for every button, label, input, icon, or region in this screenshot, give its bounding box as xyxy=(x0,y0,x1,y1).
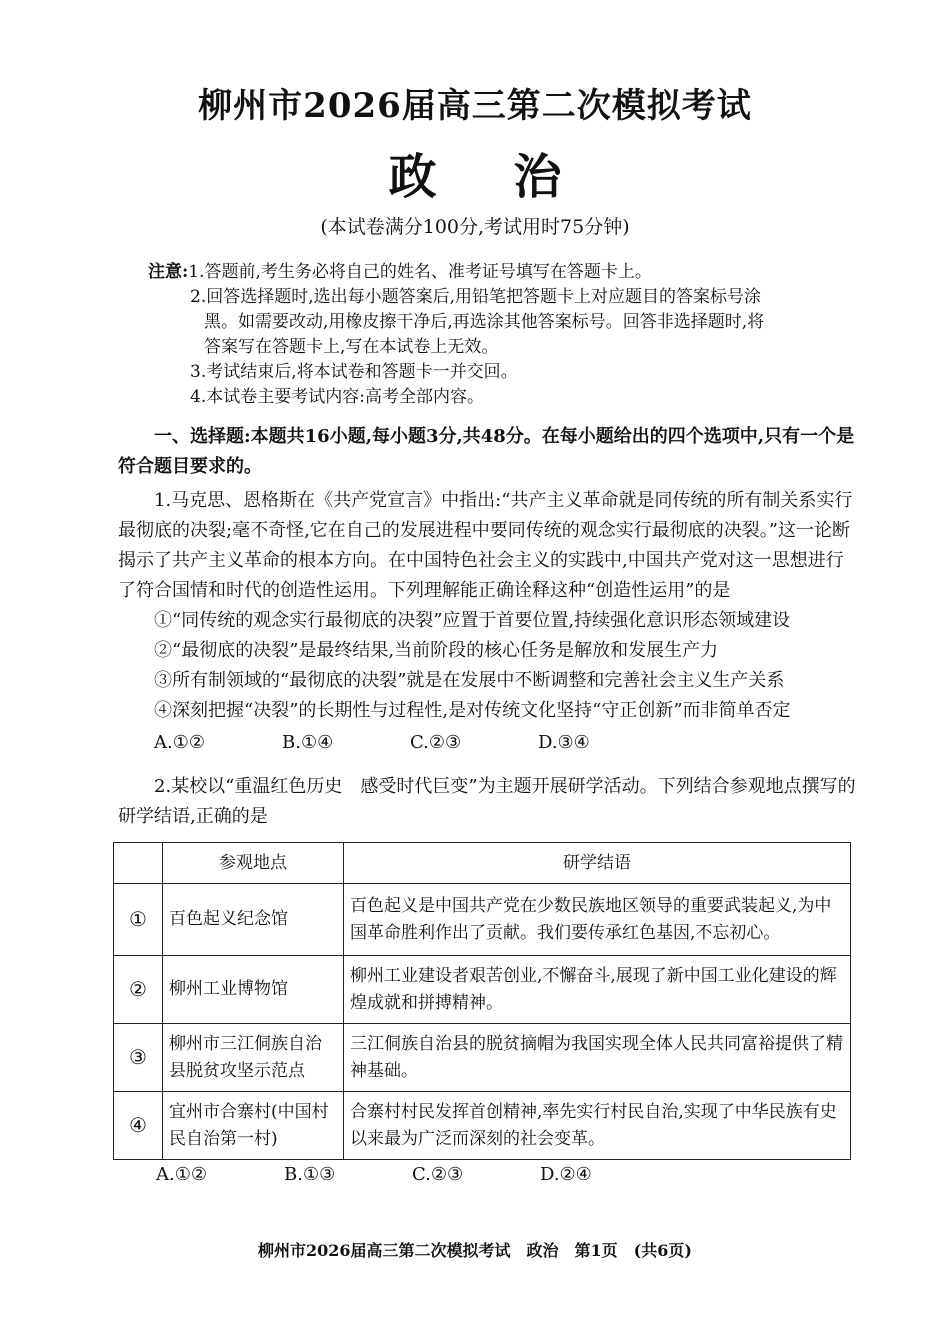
notes-label: 注意: xyxy=(148,262,189,282)
row-summary: 柳州工业建设者艰苦创业,不懈奋斗,展现了新中国工业化建设的辉煌成就和拼搏精神。 xyxy=(344,956,851,1024)
q1-statement-3: ③所有制领域的“最彻底的决裂”就是在发展中不断调整和完善社会主义生产关系 xyxy=(154,670,785,691)
note-item: 黑。如需要改动,用橡皮擦干净后,再选涂其他答案标号。回答非选择题时,将 xyxy=(204,312,765,332)
row-summary: 三江侗族自治县的脱贫摘帽为我国实现全体人民共同富裕提供了精神基础。 xyxy=(344,1024,851,1092)
table-header-row xyxy=(114,843,851,884)
question-2 xyxy=(118,772,860,832)
row-place: 百色起义纪念馆 xyxy=(163,884,344,956)
row-summary: 百色起义是中国共产党在少数民族地区领导的重要武装起义,为中国革命胜利作出了贡献。我们要传承红色基因,不忘初心。 xyxy=(344,884,851,956)
q1-choice-d: D.③④ xyxy=(538,732,590,753)
q2-choices xyxy=(156,1164,668,1185)
row-number: ① xyxy=(114,884,163,956)
q1-choice-c: C.②③ xyxy=(410,732,462,753)
table-header-place: 参观地点 xyxy=(163,843,344,884)
section-heading: 一、选择题:本题共16小题,每小题3分,共48分。在每小题给出的四个选项中,只有一个是符合题目要求的。 xyxy=(118,426,855,477)
subject-title: 政 治 xyxy=(388,149,592,205)
row-place: 柳州工业博物馆 xyxy=(163,956,344,1024)
note-item: 3.考试结束后,将本试卷和答题卡一并交回。 xyxy=(190,362,518,382)
research-table xyxy=(113,842,851,1160)
q2-choice-b: B.①③ xyxy=(284,1164,336,1185)
table-row xyxy=(114,1024,851,1092)
notes-block xyxy=(148,260,848,410)
row-number: ④ xyxy=(114,1092,163,1160)
question-1 xyxy=(118,486,860,758)
q2-choice-d: D.②④ xyxy=(540,1164,592,1185)
note-item: 1.答题前,考生务必将自己的姓名、准考证号填写在答题卡上。 xyxy=(188,262,652,282)
q1-statement-4: ④深刻把握“决裂”的长期性与过程性,是对传统文化坚持“守正创新”而非简单否定 xyxy=(154,700,791,721)
note-item: 4.本试卷主要考试内容:高考全部内容。 xyxy=(190,387,484,407)
q1-statement-2: ②“最彻底的决裂”是最终结果,当前阶段的核心任务是解放和发展生产力 xyxy=(154,640,719,661)
q2-choice-a: A.①② xyxy=(156,1164,207,1185)
exam-title: 柳州市2026届高三第二次模拟考试 xyxy=(198,86,752,126)
q2-choice-c: C.②③ xyxy=(412,1164,464,1185)
exam-info: (本试卷满分100分,考试用时75分钟) xyxy=(320,216,630,238)
table-header-summary: 研学结语 xyxy=(344,843,851,884)
note-item: 答案写在答题卡上,写在本试卷上无效。 xyxy=(204,337,499,357)
table-row xyxy=(114,956,851,1024)
row-number: ② xyxy=(114,956,163,1024)
row-summary: 合寨村村民发挥首创精神,率先实行村民自治,实现了中华民族有史以来最为广泛而深刻的社会变革。 xyxy=(344,1092,851,1160)
page-footer: 柳州市2026届高三第二次模拟考试 政治 第1页 (共6页) xyxy=(258,1241,692,1260)
table-row xyxy=(114,1092,851,1160)
research-table-wrap xyxy=(113,842,851,1160)
q1-statement-1: ①“同传统的观念实行最彻底的决裂”应置于首要位置,持续强化意识形态领域建设 xyxy=(154,610,791,631)
q1-choice-a: A.①② xyxy=(154,732,205,753)
question-2-stem: 2.某校以“重温红色历史 感受时代巨变”为主题开展研学活动。下列结合参观地点撰写的研学结语,正确的是 xyxy=(118,776,856,827)
question-1-stem: 1.马克思、恩格斯在《共产党宣言》中指出:“共产主义革命就是同传统的所有制关系实行最彻底的决裂;毫不奇怪,它在自己的发展进程中要同传统的观念实行最彻底的决裂。”这一论断揭示了共产主义革命的根本方向。在中国特色社会主义的实践中,中国共产党对这一思想进行了符合国情和时代的创造性运用。下列理解能正确诠释这种“创造性运用”的是 xyxy=(118,490,853,601)
q1-choice-b: B.①④ xyxy=(282,732,334,753)
table-row xyxy=(114,884,851,956)
row-number: ③ xyxy=(114,1024,163,1092)
row-place: 柳州市三江侗族自治县脱贫攻坚示范点 xyxy=(163,1024,344,1092)
row-place: 宜州市合寨村(中国村民自治第一村) xyxy=(163,1092,344,1160)
note-item: 2.回答选择题时,选出每小题答案后,用铅笔把答题卡上对应题目的答案标号涂 xyxy=(190,287,762,307)
